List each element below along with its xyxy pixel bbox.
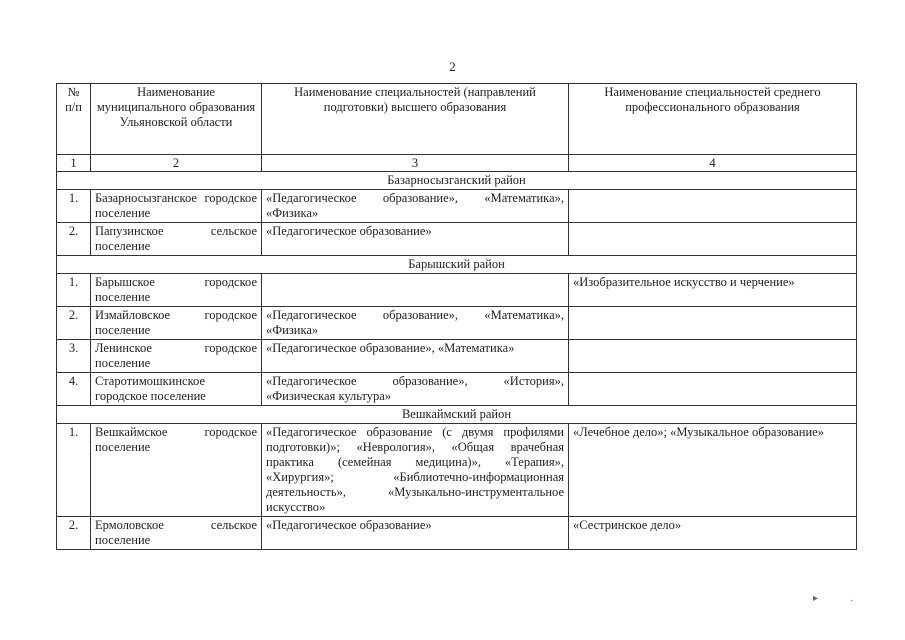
row-number: 3. [57,340,91,373]
header-higher-education: Наименование специальностей (направлений подготовки) высшего образования [262,84,569,155]
row-number: 1. [57,190,91,223]
secondary-education-cell [569,340,857,373]
district-name: Вешкаймский район [57,406,857,424]
secondary-education-cell: «Сестринское дело» [569,517,857,550]
page-number: 2 [449,59,456,74]
district-row [57,256,857,274]
column-index-row [57,155,857,172]
table-row [57,274,857,307]
district-row [57,172,857,190]
higher-education-cell: «Педагогическое образование» [262,223,569,256]
municipality-cell: Вешкаймское городское поселение [91,424,262,517]
row-number: 2. [57,223,91,256]
secondary-education-cell [569,190,857,223]
municipality-cell: Ленинское городское поселение [91,340,262,373]
row-number: 1. [57,424,91,517]
district-name: Базарносызганский район [57,172,857,190]
table-row [57,517,857,550]
higher-education-cell: «Педагогическое образование» [262,517,569,550]
header-municipality: Наименование муниципального образования Ульяновской области [91,84,262,155]
higher-education-cell: «Педагогическое образование», «Математика», «Физика» [262,307,569,340]
table-row [57,223,857,256]
higher-education-cell: «Педагогическое образование», «Математика» [262,340,569,373]
municipality-cell: Измайловское городское поселение [91,307,262,340]
secondary-education-cell [569,223,857,256]
row-number: 4. [57,373,91,406]
district-row [57,406,857,424]
table-row [57,190,857,223]
higher-education-cell: «Педагогическое образование», «История», «Физическая культура» [262,373,569,406]
column-index: 3 [262,155,569,172]
specialties-table [56,83,857,550]
header-row [57,84,857,155]
table-row [57,373,857,406]
table-row [57,424,857,517]
column-index: 2 [91,155,262,172]
table-row [57,307,857,340]
row-number: 1. [57,274,91,307]
municipality-cell: Старотимошкинское городское поселение [91,373,262,406]
row-number: 2. [57,307,91,340]
municipality-cell: Ермоловское сельское поселение [91,517,262,550]
secondary-education-cell [569,373,857,406]
higher-education-cell [262,274,569,307]
header-num: № п/п [57,84,91,155]
higher-education-cell: «Педагогическое образование», «Математика», «Физика» [262,190,569,223]
secondary-education-cell: «Лечебное дело»; «Музыкальное образование» [569,424,857,517]
district-name: Барышский район [57,256,857,274]
higher-education-cell: «Педагогическое образование (с двумя профилями подготовки)»; «Неврология», «Общая врачебная практика (семейная медицина)», «Терапия», «Хирургия»; «Библиотечно-информационная деятельность», «Музыкально-инструментальное искусство» [262,424,569,517]
secondary-education-cell [569,307,857,340]
scan-mark: ▸ [813,593,819,604]
column-index: 4 [569,155,857,172]
table-row [57,340,857,373]
municipality-cell: Барышское городское поселение [91,274,262,307]
column-index: 1 [57,155,91,172]
secondary-education-cell: «Изобразительное искусство и черчение» [569,274,857,307]
row-number: 2. [57,517,91,550]
municipality-cell: Базарносызганское городское поселение [91,190,262,223]
scan-mark: · [850,596,854,607]
header-secondary-education: Наименование специальностей среднего профессионального образования [569,84,857,155]
municipality-cell: Папузинское сельское поселение [91,223,262,256]
